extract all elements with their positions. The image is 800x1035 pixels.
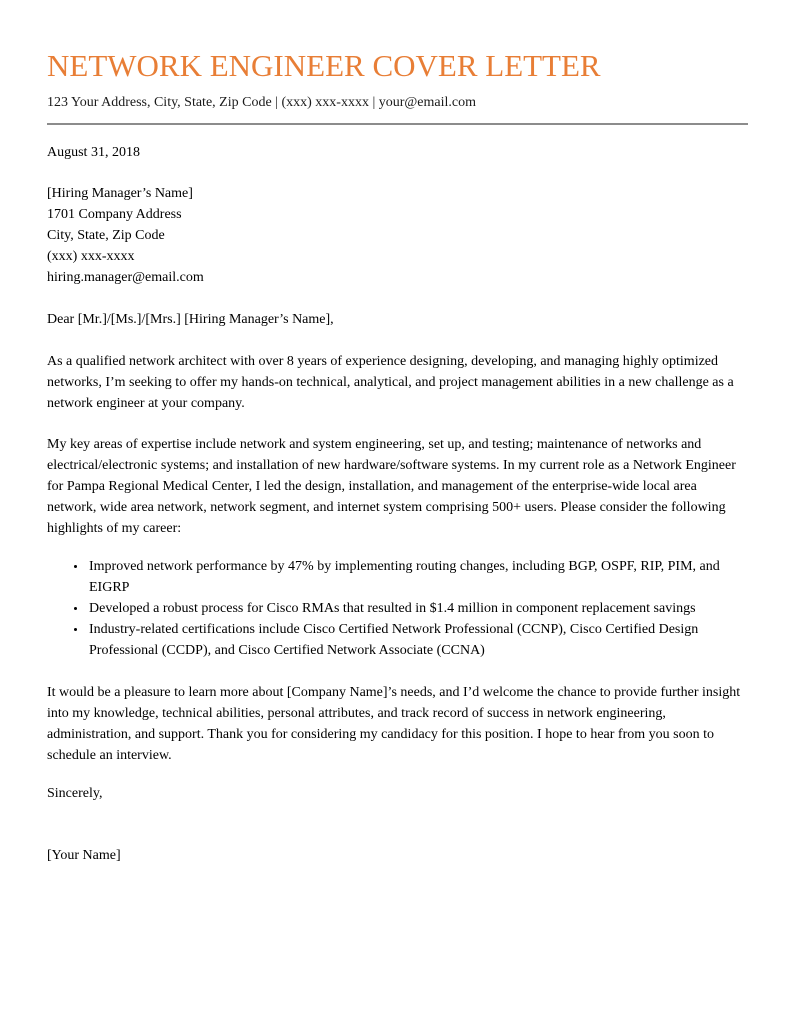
letter-header (47, 48, 748, 125)
recipient-city-state-zip: City, State, Zip Code (47, 228, 165, 243)
list-item: • Improved network performance by 47% by implementing routing changes, including BGP, OSPF, RIP, PIM, and EIGRP (87, 556, 748, 598)
page-title: NETWORK ENGINEER COVER LETTER (47, 48, 601, 83)
recipient-street: 1701 Company Address (47, 207, 182, 222)
recipient-email: hiring.manager@email.com (47, 270, 204, 285)
sender-contact-line: 123 Your Address, City, State, Zip Code | (xxx) xxx-xxxx | your@email.com (47, 95, 477, 110)
list-item: • Industry-related certifications include Cisco Certified Network Professional (CCNP), Cisco Certified Design Professional (CCDP), and Cisco Certified Network Associate (CCNA) (87, 619, 748, 661)
recipient-address-block (47, 183, 748, 288)
letter-date: August 31, 2018 (47, 145, 140, 160)
recipient-phone: (xxx) xxx-xxxx (47, 249, 135, 264)
header-divider (47, 123, 748, 125)
recipient-name: [Hiring Manager’s Name] (47, 186, 193, 201)
expertise-paragraph: My key areas of expertise include network and system engineering, set up, and testing; maintenance of networks and electrical/electronic systems; and installation of new hardware/software systems. In my current role as a Network Engineer for Pampa Regional Medical Center, I led the design, installation, and management of the enterprise-wide local area network, wide area network, network segment, and internet system comprising 500+ users. Please consider the following highlights of my career: (47, 437, 736, 536)
signature-name: [Your Name] (47, 848, 121, 863)
list-item: • Developed a robust process for Cisco RMAs that resulted in $1.4 million in component replacement savings (87, 598, 748, 619)
letter-body (47, 142, 748, 866)
intro-paragraph: As a qualified network architect with over 8 years of experience designing, developing, and managing highly optimized networks, I’m seeking to offer my hands-on technical, analytical, and project management abilities in a new challenge as a network engineer at your company. (47, 354, 734, 411)
valediction: Sincerely, (47, 786, 103, 801)
closing-paragraph: It would be a pleasure to learn more about [Company Name]’s needs, and I’d welcome the chance to provide further insight into my knowledge, technical abilities, personal attributes, and track record of success in network engineering, administration, and support. Thank you for considering my candidacy for this position. I hope to hear from you soon to schedule an interview. (47, 685, 741, 763)
career-highlights-list (47, 556, 748, 661)
salutation: Dear [Mr.]/[Ms.]/[Mrs.] [Hiring Manager’s Name], (47, 312, 334, 327)
